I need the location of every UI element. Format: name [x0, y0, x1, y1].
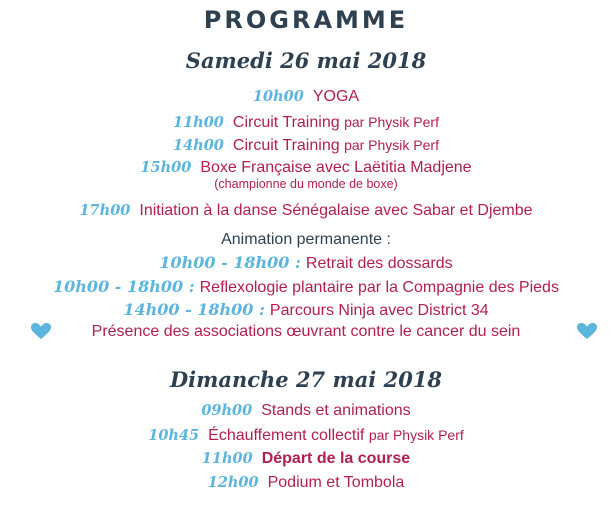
item-text: Départ de la course: [261, 450, 411, 467]
page-title: PROGRAMME: [203, 6, 409, 34]
item-time: 09h00: [201, 402, 253, 419]
item-extra: par Physik Perf: [368, 427, 464, 443]
item-text: Parcours Ninja avec District 34: [269, 302, 489, 319]
sunday-heading: Dimanche 27 mai 2018: [169, 367, 443, 392]
item-text: Circuit Training: [232, 137, 340, 154]
item-time: 10h00 - 18h00 :: [159, 253, 301, 272]
item-text: Initiation à la danse Sénégalaise avec Sabar et Djembe: [139, 202, 533, 219]
saturday-heading: Samedi 26 mai 2018: [185, 48, 427, 73]
permanent-item-dossards: [0, 253, 612, 273]
item-time: 17h00: [79, 202, 131, 219]
boxe-note: (championne du monde de boxe): [214, 177, 398, 191]
saturday-item-boxe: [0, 158, 612, 177]
item-time: 14h00 - 18h00 :: [123, 300, 265, 319]
sunday-item-stands: [0, 401, 612, 420]
item-extra: par Physik Perf: [344, 137, 439, 153]
item-time: 10h45: [148, 427, 200, 444]
saturday-item-circuit-2: [0, 136, 612, 155]
item-text: Échauffement collectif: [208, 427, 365, 444]
item-time: 10h00: [252, 88, 304, 105]
item-time: 12h00: [207, 474, 259, 491]
item-text: Boxe Française avec Laëtitia Madjene: [200, 159, 472, 176]
item-time: 14h00: [173, 137, 224, 154]
item-extra: par Physik Perf: [344, 114, 439, 130]
item-text: Podium et Tombola: [267, 474, 405, 491]
permanent-item-reflexologie: [0, 277, 612, 297]
item-time: 15h00: [140, 159, 192, 176]
item-text: YOGA: [312, 88, 360, 105]
item-text: Circuit Training: [232, 114, 340, 131]
item-text: Retrait des dossards: [305, 255, 453, 272]
heart-icon: [576, 322, 598, 340]
item-time: 11h00: [201, 450, 253, 467]
item-time: 11h00: [173, 114, 224, 131]
sunday-item-echauffement: [0, 426, 612, 445]
sunday-item-podium: [0, 473, 612, 492]
saturday-item-circuit-1: [0, 113, 612, 132]
permanent-heading: Animation permanente :: [221, 231, 391, 248]
associations-line: Présence des associations œuvrant contre le cancer du sein: [91, 323, 521, 340]
permanent-item-ninja: [0, 300, 612, 320]
sunday-item-depart: [0, 449, 612, 468]
item-text: Stands et animations: [261, 402, 411, 419]
saturday-item-danse: [0, 201, 612, 220]
item-time: 10h00 - 18h00 :: [53, 277, 195, 296]
item-text: Reflexologie plantaire par la Compagnie des Pieds: [199, 279, 559, 296]
saturday-item-yoga: [0, 87, 612, 106]
